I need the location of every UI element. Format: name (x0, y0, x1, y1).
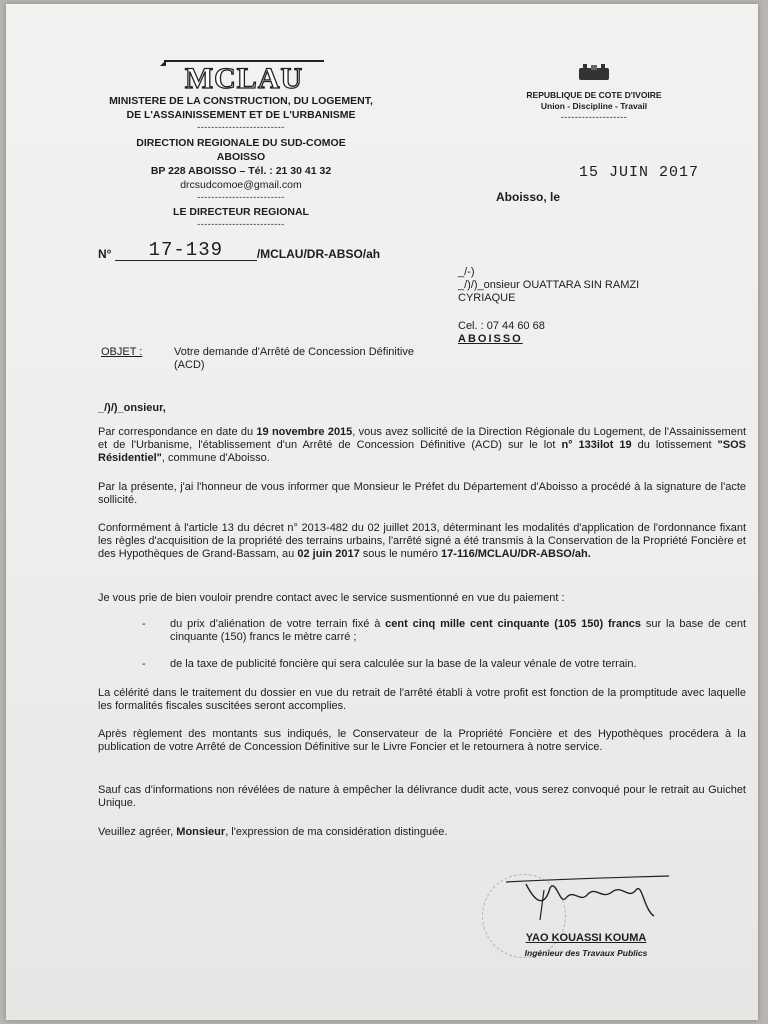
ministry-name-line2: DE L'ASSAINISSEMENT ET DE L'URBANISME (126, 109, 356, 121)
paragraph-7: Sauf cas d'informations non révélées de nature à empêcher la délivrance dudit acte, vous serez convoqué pour le retrait au Guichet Unique. (98, 784, 746, 809)
recipient-address (458, 266, 639, 305)
objet-label: OBJET : (101, 346, 143, 358)
signer-title: Ingénieur des Travaux Publics (524, 948, 648, 958)
date-stamp: 15 JUIN 2017 (579, 164, 700, 181)
salutation: _/)/)_onsieur, (98, 402, 166, 414)
recipient-line1: _/-) (458, 266, 475, 278)
bullet-price: - du prix d'aliénation de votre terrain fixé à cent cinq mille cent cinquante (105 150) francs sur la base de cent cinquante (150) francs le mètre carré ; (142, 618, 746, 643)
paragraph-2: Par la présente, j'ai l'honneur de vous informer que Monsieur le Préfet du Département d'Aboisso a procédé à la signature de l'acte sollicité. (98, 481, 746, 506)
paragraph-3: Conformément à l'article 13 du décret n° 2013-482 du 02 juillet 2013, déterminant les modalités d'application de l'ordonnance fixant les règles d'acquisition de la propriété des terrains urbains, l'arrêté signé a été transmis à la Conservation de la Propriété Foncière et des Hypothèques de Grand-Bassam, au 02 juin 2017 sous le numéro 17-116/MCLAU/DR-ABSO/ah. (98, 522, 746, 560)
separator: ------------------- (560, 112, 628, 122)
separator: ------------------------- (197, 192, 285, 202)
country-motto: Union - Discipline - Travail (540, 101, 648, 111)
reference-handwritten-number: 17-139 (115, 240, 257, 261)
place-date-label: Aboisso, le (496, 190, 561, 204)
handwritten-signature-icon (504, 870, 674, 930)
letter-page (6, 4, 758, 1020)
coat-of-arms-icon (575, 64, 613, 84)
paragraph-8: Veuillez agréer, Monsieur, l'expression de ma considération distinguée. (98, 826, 448, 838)
recipient-line2: _/)/)_onsieur OUATTARA SIN RAMZI (458, 279, 640, 291)
paragraph-1: Par correspondance en date du 19 novembre 2015, vous avez sollicité de la Direction Régionale du Logement, de l'Assainissement et de l'Urbanisme, l'établissement d'un Arrêté de Concession Définitive (ACD) sur le lot n° 133ilot 19 du lotissement "SOS Résidentiel", commune d'Aboisso. (98, 426, 746, 464)
objet-text: Votre demande d'Arrêté de Concession Définitive (ACD) (174, 346, 414, 371)
reference-number (98, 240, 380, 261)
ministry-name-line1: MINISTERE DE LA CONSTRUCTION, DU LOGEMENT, (109, 95, 373, 107)
recipient-phone: Cel. : 07 44 60 68 (458, 320, 545, 332)
direction-name: DIRECTION REGIONALE DU SUD-COMOE (136, 137, 346, 149)
direction-city: ABOISSO (216, 151, 266, 163)
recipient-line3: CYRIAQUE (458, 292, 516, 304)
paragraph-5: La célérité dans le traitement du dossier en vue du retrait de l'arrêté établi à votre profit est fonction de la promptitude avec laquelle les formalités fiscales suscitées seront accomplies. (98, 687, 746, 712)
bullet-tax: - de la taxe de publicité foncière qui sera calculée sur la base de la valeur vénale de votre terrain. (142, 658, 637, 670)
signer-name: YAO KOUASSI KOUMA (525, 932, 647, 944)
country-name: REPUBLIQUE DE COTE D'IVOIRE (526, 90, 662, 100)
recipient-city: ABOISSO (458, 333, 523, 345)
reference-suffix: /MCLAU/DR-ABSO/ah (256, 247, 381, 261)
recipient-contact (458, 320, 545, 346)
direction-contact: BP 228 ABOISSO – Tél. : 21 30 41 32 (150, 165, 332, 177)
ministry-header (86, 60, 396, 230)
separator: ------------------------- (197, 219, 285, 229)
reference-prefix: N° (98, 247, 112, 261)
director-title: LE DIRECTEUR REGIONAL (173, 206, 309, 218)
republic-header (509, 64, 679, 123)
paragraph-6: Après règlement des montants sus indiqués, le Conservateur de la Propriété Foncière et des Hypothèques procédera à la publication de votre Arrêté de Concession Définitive sur le Livre Foncier et le retournera à notre service. (98, 728, 746, 753)
mclau-logo: MCLAU (86, 60, 396, 94)
separator: ------------------------- (197, 122, 285, 132)
direction-email: drcsudcomoe@gmail.com (180, 179, 302, 191)
paragraph-4: Je vous prie de bien vouloir prendre contact avec le service susmentionné en vue du paiement : (98, 592, 565, 604)
